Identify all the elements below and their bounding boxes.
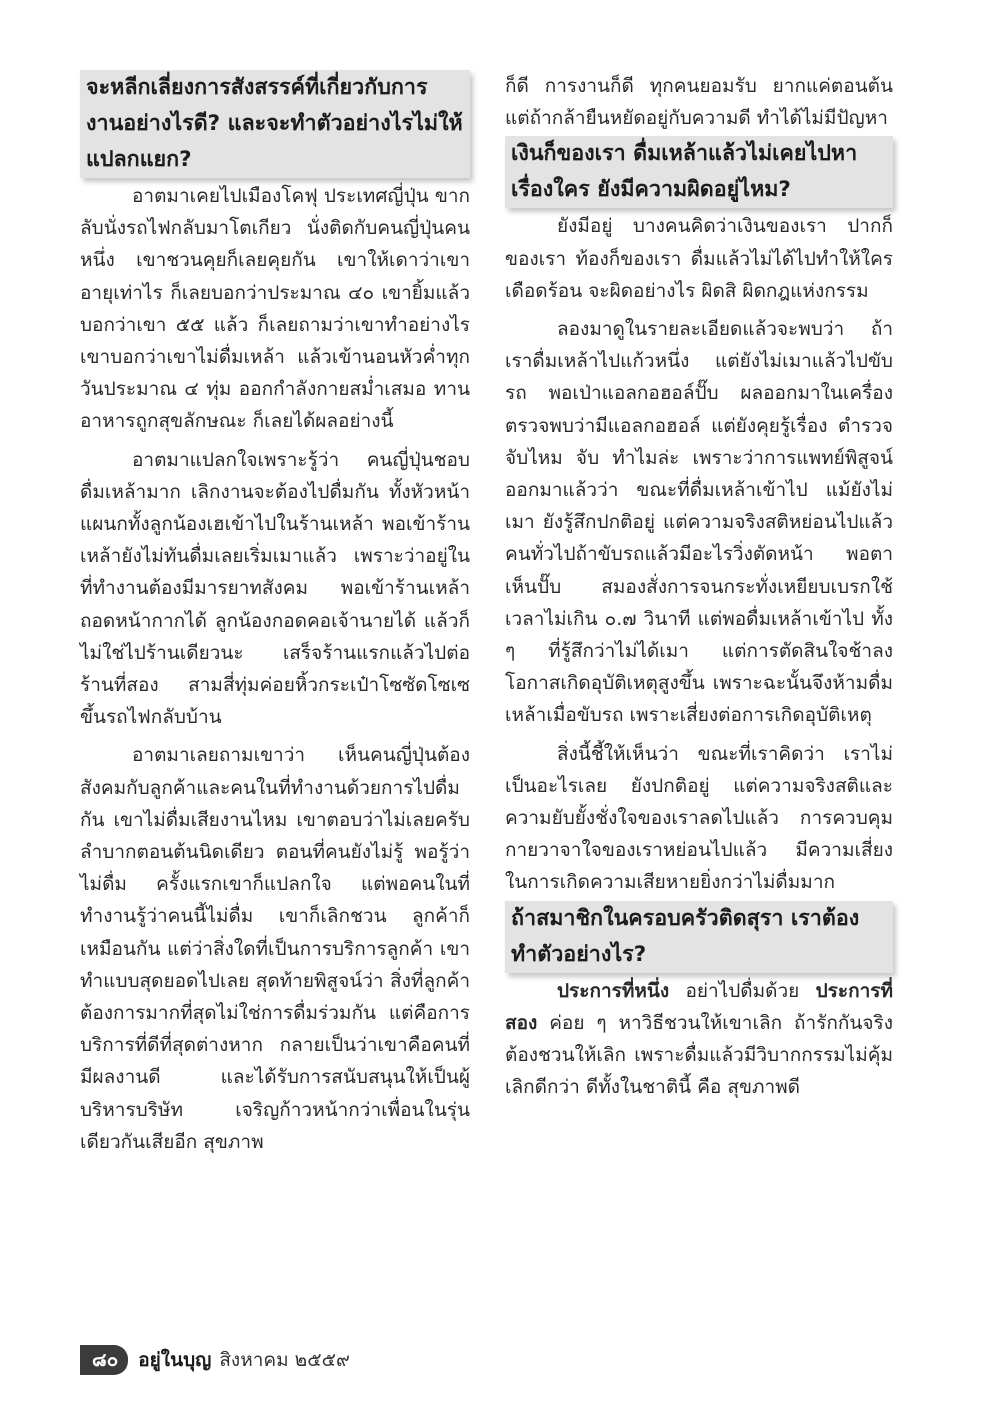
right-column	[505, 70, 893, 1103]
paragraph-kofu-story: อาตมาเคยไปเมืองโคฟุ ประเทศญี่ปุ่น ขากลับนั่งรถไฟกลับมาโตเกียว นั่งติดกับคนญี่ปุ่นคนหนึ่ง เขาชวนคุยก็เลยคุยกัน เขาให้เดาว่าเขาอายุเท่าไร ก็เลยบอกว่าประมาณ ๔๐ เขายิ้มแล้วบอกว่าเขา ๕๕ แล้ว ก็เลยถามว่าเขาทำอย่างไร เขาบอกว่าเขาไม่ดื่มเหล้า แล้วเข้านอนหัวค่ำทุกวันประมาณ ๔ ทุ่ม ออกกำลังกายสม่ำเสมอ ทานอาหารถูกสุขลักษณะ ก็เลยได้ผลอย่างนี้	[80, 185, 470, 433]
first-point-label: ประการที่หนึ่ง	[557, 979, 670, 1002]
paragraph-family-advice	[505, 975, 893, 1104]
page-footer	[80, 1345, 350, 1375]
paragraph-drunk-driving: ลองมาดูในรายละเอียดแล้วจะพบว่า ถ้าเราดื่มเหล้าไปแก้วหนึ่ง แต่ยังไม่เมาแล้วไปขับรถ พอเป่าแอลกอฮอล์ปั๊บ ผลออกมาในเครื่องตรวจพบว่ามีแอลกอฮอล์ แต่ยังคุยรู้เรื่อง ตำรวจจับไหม จับ ทำไมล่ะ เพราะว่าการแพทย์พิสูจน์ออกมาแล้วว่า ขณะที่ดื่มเหล้าเข้าไป แม้ยังไม่เมา ยังรู้สึกปกติอยู่ แต่ความจริงสติหย่อนไปแล้ว คนทั่วไปถ้าขับรถแล้วมีอะไรวิ่งตัดหน้า พอตาเห็นปั๊บ สมองสั่งการจนกระทั่งเหยียบเบรกใช้เวลาไม่เกิน ๐.๗ วินาที แต่พอดื่มเหล้าเข้าไป ทั้ง ๆ ที่รู้สึกว่าไม่ได้เมา แต่การตัดสินใจช้าลง โอกาสเกิดอุบัติเหตุสูงขึ้น เพราะฉะนั้นจึงห้ามดื่มเหล้าเมื่อขับรถ เพราะเสี่ยงต่อการเกิดอุบัติเหตุ	[505, 318, 893, 727]
section-heading-family-alcoholic: ถ้าสมาชิกในครอบครัวติดสุรา เราต้องทำตัวอย่างไร?	[505, 901, 893, 973]
issue-date: สิงหาคม ๒๕๕๙	[219, 1349, 350, 1371]
paragraph-law-of-karma: ยังมีอยู่ บางคนคิดว่าเงินของเรา ปากก็ของเรา ท้องก็ของเรา ดื่มแล้วไม่ได้ไปทำให้ใครเดือดร้อน จะผิดอย่างไร ผิดสิ ผิดกฎแห่งกรรม	[505, 215, 893, 302]
paragraph-japanese-drinking-culture: อาตมาแปลกใจเพราะรู้ว่า คนญี่ปุ่นชอบดื่มเหล้ามาก เลิกงานจะต้องไปดื่มกัน ทั้งหัวหน้าแผนกทั้งลูกน้องเฮเข้าไปในร้านเหล้า พอเข้าร้านเหล้ายังไม่ทันดื่มเลยเริ่มเมาแล้ว เพราะว่าอยู่ในที่ทำงานต้องมีมารยาทสังคม พอเข้าร้านเหล้าถอดหน้ากากได้ ลูกน้องกอดคอเจ้านายได้ แล้วก็ไม่ใช่ไปร้านเดียวนะ เสร็จร้านแรกแล้วไปต่อร้านที่สอง สามสี่ทุ่มค่อยหิ้วกระเป๋าโซซัดโซเซขึ้นรถไฟกลับบ้าน	[80, 448, 470, 729]
paragraph-not-drinking-at-work: อาตมาเลยถามเขาว่า เห็นคนญี่ปุ่นต้องสังคมกับลูกค้าและคนในที่ทำงานด้วยการไปดื่มกัน เขาไม่ดื่มเสียงานไหม เขาตอบว่าไม่เลยครับ ลำบากตอนต้นนิดเดียว ตอนที่คนยังไม่รู้ พอรู้ว่าไม่ดื่ม ครั้งแรกเขาก็แปลกใจ แต่พอคนในที่ทำงานรู้ว่าคนนี้ไม่ดื่ม เขาก็เลิกชวน ลูกค้าก็เหมือนกัน แต่ว่าสิ่งใดที่เป็นการบริการลูกค้า เขาทำแบบสุดยอดไปเลย สุดท้ายพิสูจน์ว่า สิ่งที่ลูกค้าต้องการมากที่สุดไม่ใช่การดื่มร่วมกัน แต่คือการบริการที่ดีที่สุดต่างหาก กลายเป็นว่าเขาคือคนที่มีผลงานดี และได้รับการสนับสนุนให้เป็นผู้บริหารบริษัท เจริญก้าวหน้ากว่าเพื่อนในรุ่นเดียวกันเสียอีก สุขภาพ	[80, 744, 470, 1153]
page-number: ๘๐	[80, 1345, 128, 1375]
left-column	[80, 70, 470, 1158]
first-point-text: อย่าไปดื่มด้วย	[669, 979, 816, 1002]
second-point-label: ประการที่สอง	[505, 979, 893, 1034]
section-heading-own-money: เงินก็ของเรา ดื่มเหล้าแล้วไม่เคยไปหาเรื่องใคร ยังมีความผิดอยู่ไหม?	[505, 136, 893, 208]
paragraph-mindfulness-reduced: สิ่งนี้ชี้ให้เห็นว่า ขณะที่เราคิดว่า เราไม่เป็นอะไรเลย ยังปกติอยู่ แต่ความจริงสติและความยับยั้งชั่งใจของเราลดไปแล้ว การควบคุมกายวาจาใจของเราหย่อนไปแล้ว มีความเสี่ยงในการเกิดความเสียหายยิ่งกว่าไม่ดื่มมาก	[505, 742, 893, 894]
section-heading-social-drinking: จะหลีกเลี่ยงการสังสรรค์ที่เกี่ยวกับการงานอย่างไรดี? และจะทำตัวอย่างไรไม่ให้แปลกแยก?	[80, 70, 470, 178]
magazine-title: อยู่ในบุญ	[138, 1349, 212, 1371]
second-point-text: ค่อย ๆ หาวิธีชวนให้เขาเลิก ถ้ารักกันจริงต้องชวนให้เลิก เพราะดื่มแล้วมีวิบากกรรมไม่คุ้ม เลิกดีกว่า ดีทั้งในชาตินี้ คือ สุขภาพดี	[505, 1011, 893, 1099]
paragraph-continuation: ก็ดี การงานก็ดี ทุกคนยอมรับ ยากแค่ตอนต้น แต่ถ้ากล้ายืนหยัดอยู่กับความดี ทำได้ไม่มีปัญหา	[505, 75, 893, 130]
